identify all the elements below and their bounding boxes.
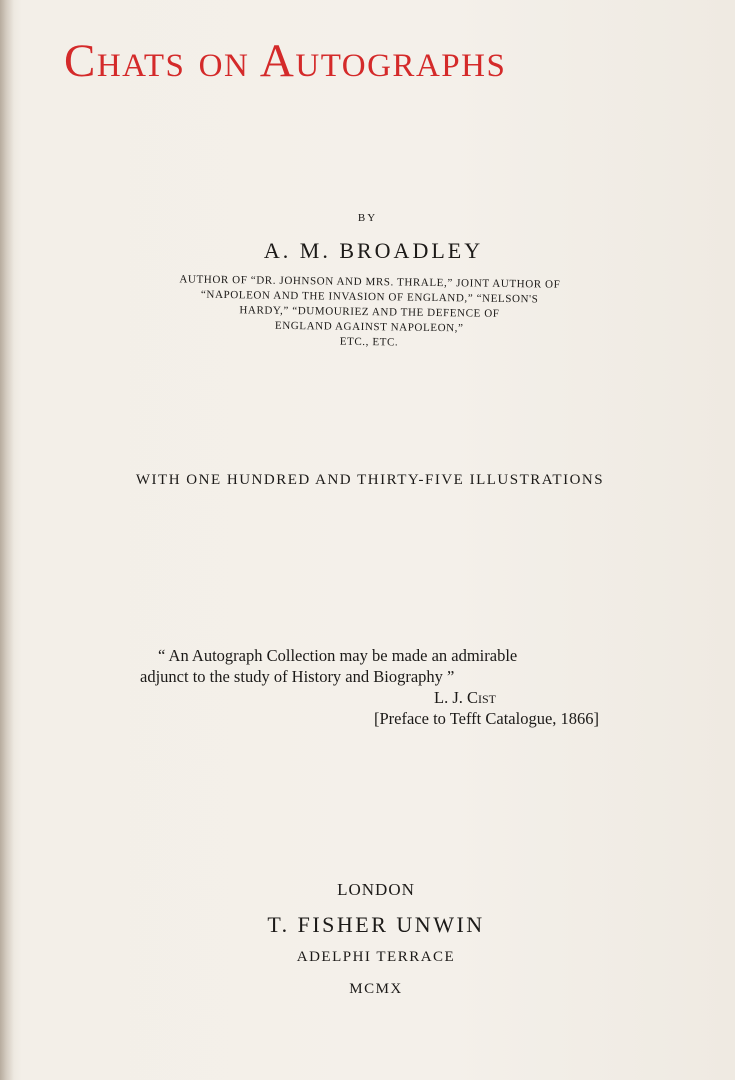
epigraph [140, 645, 610, 729]
credits-line: ENGLAND AGAINST NAPOLEON,” [274, 319, 464, 335]
imprint-publisher: T. FISHER UNWIN [267, 912, 485, 937]
credits-line: HARDY,” “DUMOURIEZ AND THE DEFENCE OF [239, 304, 500, 320]
epigraph-attribution: L. J. Cist [434, 688, 497, 707]
credits-line: AUTHOR OF “DR. JOHNSON AND MRS. THRALE,” JOINT AUTHOR OF [179, 273, 561, 291]
book-title: Chats on Autographs [64, 35, 507, 87]
by-line: BY [357, 212, 378, 224]
imprint-address: ADELPHI TERRACE [296, 949, 456, 965]
imprint-city: LONDON [337, 880, 415, 899]
credits-line: ETC., ETC. [339, 335, 399, 349]
author-credits [149, 272, 590, 353]
author-name: A. M. BROADLEY [263, 238, 484, 263]
credits-line: “NAPOLEON AND THE INVASION OF ENGLAND,” “NELSON'S [200, 288, 539, 306]
epigraph-line: adjunct to the study of History and Biography ” [140, 667, 455, 686]
illustrations-note: WITH ONE HUNDRED AND THIRTY-FIVE ILLUSTRATIONS [135, 472, 605, 488]
imprint-year: MCMX [349, 981, 403, 997]
epigraph-line: “ An Autograph Collection may be made an admirable [158, 646, 518, 665]
epigraph-source: [Preface to Tefft Catalogue, 1866] [374, 709, 600, 728]
